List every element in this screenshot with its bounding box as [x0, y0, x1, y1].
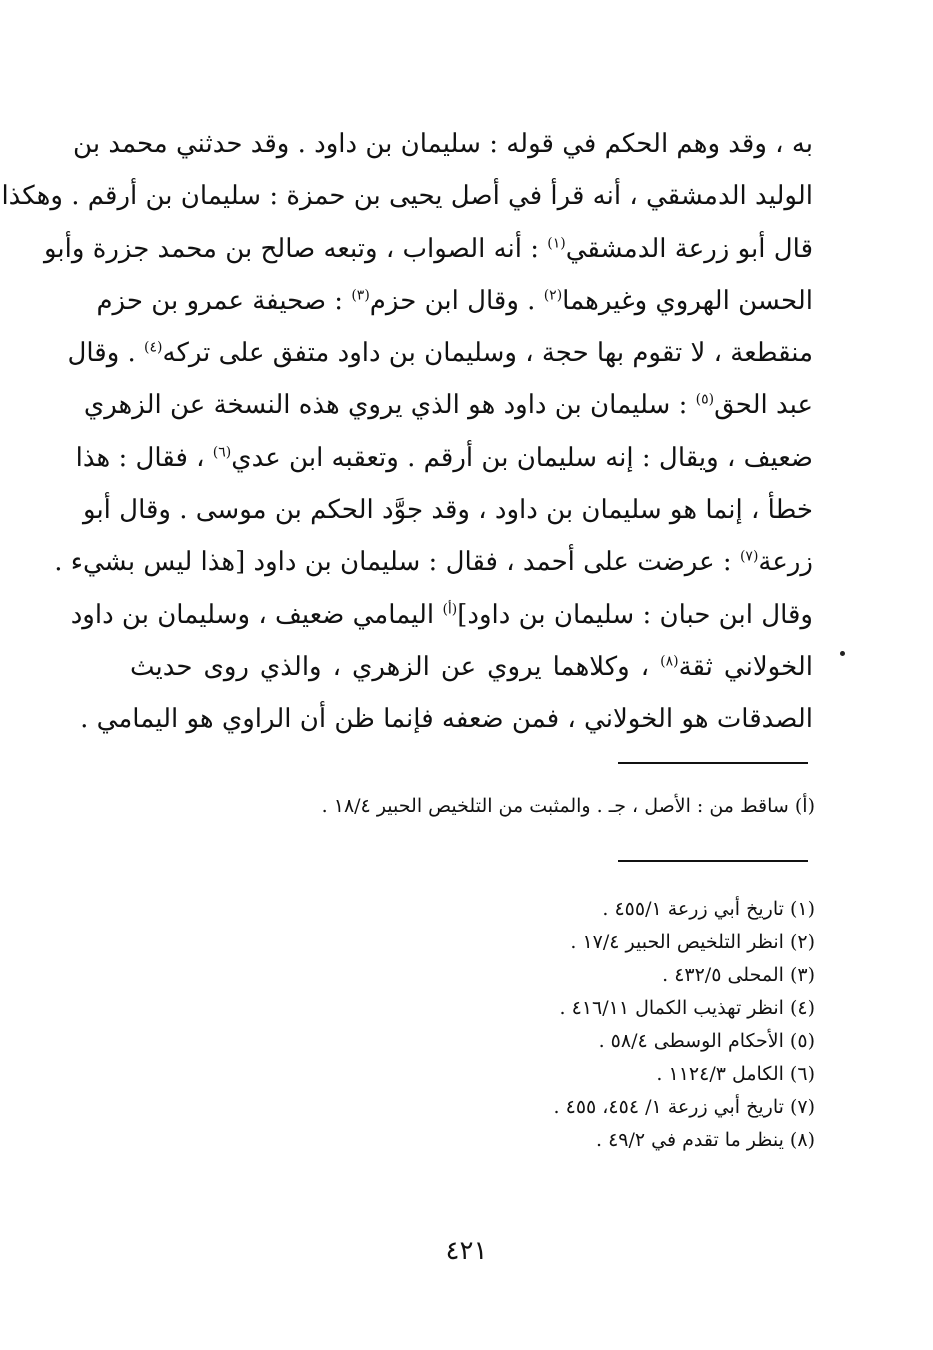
- text-line: قال أبو زرعة الدمشقي$^{(١)}$ : أنه الصواب ، وتبعه صالح بن محمد جزرة وأبو: [43, 233, 813, 264]
- page-number: ٤٢١: [445, 1236, 488, 1266]
- text-line: به ، وقد وهم الحكم في قوله : سليمان بن داود . وقد حدثني محمد بن: [73, 129, 813, 159]
- main-text: [1, 118, 814, 746]
- text-line: زرعة$^{(٧)}$ : عرضت على أحمد ، فقال : سليمان بن داود [هذا ليس بشيء .: [54, 547, 813, 578]
- text-line: منقطعة ، لا تقوم بها حجة ، وسليمان بن داود متفق على تركه$^{(٤)}$ . وقال: [67, 338, 813, 369]
- footnote-marker[interactable]: (٢): [543, 287, 563, 304]
- footnote-marker[interactable]: (٥): [695, 391, 715, 408]
- footnote-marker[interactable]: (٨): [660, 653, 679, 670]
- footnote-marker[interactable]: (٦): [212, 444, 232, 461]
- variant-note: (أ) ساقط من : الأصل ، جـ . والمثبت من التلخيص الحبير ١٨/٤ .: [321, 795, 815, 817]
- text-line: الحسن الهروي وغيرهما$^{(٢)}$ . وقال ابن حزم$^{(٣)}$ : صحيفة عمرو بن حزم: [96, 285, 813, 316]
- footnote-marker[interactable]: (٤): [144, 339, 163, 356]
- footnote-marker[interactable]: (١): [547, 234, 566, 251]
- footnote-separator: [618, 860, 808, 862]
- text-line: ضعيف ، ويقال : إنه سليمان بن أرقم . وتعقبه ابن عدي$^{(٦)}$ ، فقال : هذا: [75, 442, 813, 473]
- text-line: الوليد الدمشقي ، أنه قرأ في أصل يحيى بن حمزة : سليمان بن أرقم . وهكذا: [1, 181, 813, 212]
- text-line: الخولاني ثقة$^{(٨)}$ ، وكلاهما يروي عن الزهري ، والذي روى حديث: [130, 651, 814, 682]
- footnote: (٥) الأحكام الوسطى ٥٨/٤ .: [598, 1030, 815, 1052]
- footnote: (٣) المحلى ٤٣٢/٥ .: [662, 964, 815, 986]
- text-line: خطأ ، إنما هو سليمان بن داود ، وقد جوَّد الحكم بن موسى . وقال أبو: [83, 495, 813, 526]
- footnote: (٨) ينظر ما تقدم في ٤٩/٢ .: [596, 1129, 815, 1151]
- text-line: وقال ابن حبان : سليمان بن داود]$^{(أ)}$ اليمامي ضعيف ، وسليمان بن داود: [70, 599, 813, 630]
- text-line: عبد الحق$^{(٥)}$ : سليمان بن داود هو الذي يروي هذه النسخة عن الزهري: [83, 390, 813, 421]
- variant-marker[interactable]: (أ): [442, 601, 458, 618]
- footnote: (١) تاريخ أبي زرعة ٤٥٥/١ .: [602, 898, 815, 920]
- footnote: (٧) تاريخ أبي زرعة ١/ ٤٥٤، ٤٥٥ .: [553, 1096, 815, 1118]
- footnote-separator: [618, 762, 808, 764]
- footnote: (٢) انظر التلخيص الحبير ١٧/٤ .: [570, 931, 815, 953]
- footnote-list: [215, 893, 815, 1157]
- footnote-marker[interactable]: (٣): [351, 287, 370, 304]
- margin-mark: [840, 651, 845, 656]
- footnote-marker[interactable]: (٧): [739, 548, 759, 565]
- footnote: (٤) انظر تهذيب الكمال ٤١٦/١١ .: [559, 997, 815, 1019]
- footnote: (٦) الكامل ١١٢٤/٣ .: [656, 1063, 815, 1085]
- text-line: الصدقات هو الخولاني ، فمن ضعفه فإنما ظن أن الراوي هو اليمامي .: [80, 704, 813, 735]
